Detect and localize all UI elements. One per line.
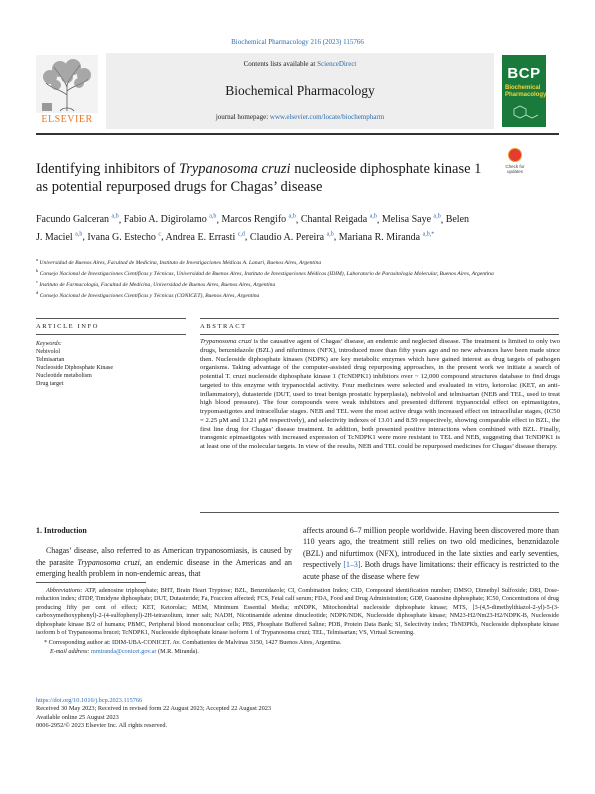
keywords-title: Keywords: [36,341,62,347]
author-affiliation-marker[interactable]: c,d [237,231,245,238]
intro-paragraph-1 [36,545,292,579]
intro-text-a: Chagas’ disease, also referred to as American trypanosomiasis, is caused by the parasite [36,546,292,567]
affiliation-text: Consejo Nacional de Investigaciones Científicas y Técnicas (CONICET), Buenos Aires, Argentina [39,292,260,299]
author-affiliation-marker[interactable]: a,b,* [422,231,435,238]
check-for-updates-button[interactable] [501,148,529,178]
keywords-block [36,340,166,388]
affiliation-text: Universidad de Buenos Aires, Facultad de Medicina, Instituto de Investigaciones Médicas A. Lanari, Buenos Aires, Argentina [39,259,322,266]
author[interactable] [382,214,441,225]
abstract-heading: ABSTRACT [200,323,247,330]
affiliation [36,267,559,278]
article-info-heading: ARTICLE INFO [36,323,100,330]
author-list: Facundo Galceran $^{a,b}$, Fabio A. Digirolamo $^{a,b}$, Marcos Rengifo $^{a,b}$, Chantal Reigada $^{a,b}$, Melisa Saye $^{a,b}$, Belen J. Maciel $^{a,b}$, Ivana G. Estecho $^c$, Andrea E. Errasti $^{c,d}$, Claudio A. Pereira $^{a,b}$, Mariana R. Miranda $^{a,b,*}$ [36,214,470,243]
author-affiliation-marker[interactable]: a,b [209,214,217,220]
author-name: Mariana R. Miranda [338,231,421,243]
homepage-link[interactable]: www.elsevier.com/locate/biochempharm [269,113,385,121]
footnote-rule [36,582,146,583]
article-title [36,160,486,196]
journal-header [36,53,559,130]
author-affiliation-marker[interactable]: a,b [369,214,377,220]
contents-line [106,60,494,68]
email-line [36,648,559,656]
author[interactable] [250,232,334,243]
doi-link[interactable]: https://doi.org/10.1016/j.bcp.2023.115766 [36,697,143,704]
email-suffix: (M.R. Miranda). [156,647,199,655]
abbreviations-footnote [36,587,559,637]
header-info-box [106,53,494,129]
author-name: Claudio A. Pereira [249,231,325,243]
author-name: Belen J. Maciel [36,214,470,243]
corresponding-author: * Corresponding author at: IDIM-UBA-CONICET. Av. Combatientes de Malvinas 3150, 1427 Buenos Aires, Argentina. [44,639,342,647]
keyword: Nucleotide metabolism [36,373,92,379]
affiliation-text: Consejo Nacional de Investigaciones Científicas y Técnicas, Universidad de Buenos Aires, Instituto de Investigaciones Médicas (IDIM), Laboratorio de Parasitología Molecular, Buenos Aires, Argentina [39,270,494,277]
intro-organism: Trypanosoma cruzi [77,557,140,567]
intro-col2-text-b: . Both drugs have limitations: their efficacy is restricted to the acute phase of the disease where few [303,560,559,581]
journal-cover[interactable] [502,55,546,127]
title-part-1: Identifying inhibitors of [36,161,179,177]
abstract-text [200,338,560,452]
abstract-rule-2 [200,334,559,335]
keyword-list [36,348,166,388]
footnotes [36,587,559,656]
abbreviations-text: ATP, adenosine triphosphate; BHT, Brain Heart Tryptose; BZL, Benznidazole; CI, Combination Index; CID, Compound identification number; DMSO, Dimethyl Sulfoxide; DRI, Dose-reduction index; dTDP, Timidyne diphosphate; DUT, Dutasteride; Fa, Fraccion affected; FCS, Fetal calf serum; FDA, Food and Drug Administration; GDP, Guanosine diphosphate; IC50, Concentrations of drug producing fifty per cent of effect; KET, Ketorolac; MEM, Minimum Essential Media; mNDPK, Mitochondrial nucleoside diphosphate kinase; MTS, [3-(4,5-dimethylthiazol-2-yl)-5-(3-carboxymethoxyphenyl)-2-(4-sulfophenyl)-2H-tetrazolium, inner salt; NADH, Nicotinamide adenine dinucleotide; NDPK/NDK, Nucleoside diphosphate kinase; NM23-H2/Nm23-H2/NDPK-B, Nucleoside diphosphate kinase B/2 of humans; PBMC, Peripheral blood mononuclear cells; PBS, Phosphate Buffered Saline; PDB, Protein Data Bank; SI, Selectivity index; TbNDPKb, Nucleoside diphosphate kinase isoform b of Trypanosoma brucei; TcNDPK1, Nucleoside diphosphate kinase isoform 1 of Trypanosoma cruzi; TEL, Telmisartan; VS, Virtual Screening. [36,587,559,637]
keyword: Drug target [36,381,64,387]
header-divider [36,133,559,135]
abbreviations-label: Abbreviations: [46,587,83,594]
article-info-rule [36,318,186,319]
author-name: Chantal Reigada [300,214,368,226]
email-link[interactable]: mmiranda@conicet.gov.ar [91,647,157,655]
author[interactable] [166,232,245,243]
intro-text-b: , an endemic disease in the Americas and an emerging health problem in non-endemic areas, that [36,557,292,579]
abstract-end-rule [200,512,559,513]
journal-citation[interactable]: Biochemical Pharmacology 216 (2023) 115766 [231,38,364,46]
check-updates-icon [508,148,522,162]
available-date: Available online 25 August 2023 [36,713,119,721]
author-name: Facundo Galceran [36,214,110,226]
cover-abbreviation: BCP [507,65,541,82]
author[interactable] [36,214,119,225]
affiliation [36,289,559,300]
affiliation-key: c [36,278,38,284]
title-part-2: nucleoside diphosphate kinase 1 as potential repurposed drugs for Chagas’ disease [36,161,482,195]
abstract-rule [200,318,559,319]
author-name: Marcos Rengifo [221,214,287,226]
author-name: Fabio A. Digirolamo [123,214,207,226]
author-name: Ivana G. Estecho [87,231,156,243]
author-affiliation-marker[interactable]: a,b [326,231,334,238]
author-affiliation-marker[interactable]: a,b [288,214,296,220]
affiliation-text: Instituto de Farmacología, Facultad de Medicina, Universidad de Buenos Aires, Buenos Aires, Argentina [39,281,276,288]
cover-journal-name: Biochemical Pharmacology [505,85,547,98]
author[interactable] [339,232,435,243]
check-updates-label: Check for updates [505,164,525,174]
author-affiliation-marker[interactable]: a,b [75,231,83,238]
author-name: Melisa Saye [381,214,432,226]
affiliation-key: a [36,257,38,262]
homepage-line [106,113,494,121]
intro-heading: 1. Introduction [36,526,87,535]
keyword: Nucleoside Diphosphate Kinase [36,365,113,371]
affiliation-key: b [36,267,39,273]
author-affiliation-marker[interactable]: a,b [111,214,119,220]
affiliation-key: d [36,289,39,295]
article-footer [36,697,559,731]
article-info-rule-2 [36,334,186,335]
affiliation-list [36,256,559,299]
citation-link[interactable]: [1–3] [343,560,361,570]
elsevier-logo [36,55,98,127]
author[interactable] [301,214,377,225]
homepage-prefix: journal homepage: [215,113,270,121]
email-label: E-mail address: [50,647,90,655]
molecule-icon [508,105,540,123]
publisher-name: ELSEVIER [41,114,93,125]
journal-title: Biochemical Pharmacology [225,83,375,98]
sciencedirect-link[interactable]: ScienceDirect [317,60,357,68]
affiliation [36,278,559,289]
keyword: Telmisartan [36,357,65,363]
keyword: Nebivolol [36,349,60,355]
contents-prefix: Contents lists available at [243,60,318,68]
author[interactable] [87,232,161,243]
affiliation [36,256,559,267]
abstract-body: is the causative agent of Chagas’ disease, an endemic and neglected disease. The treatment is limited to only two drugs, benznidazole (BZL) and nifurtimox (NFX), introduced more than fifty years ago and no new advances have been made since then. Nucleoside diphosphate kinases (NDPK) are key metabolic enzymes which have gained interest as drug targets of pathogen organisms. Taking advantage of the computer-assisted drug repurposing approaches, in the present work we initiate a search of potential T. cruzi nucleoside diphosphate kinase 1 (TcNDPK1) inhibitors over ~ 12,000 compound structures database to find drugs targeted to this enzyme with trypanocidal activity. Four medicines were selected and evaluated in vitro, ketorolac (KET, an anti-inflammatory), dutasteride (DUT, used to treat benign prostatic hyperplasia), nebivolol and telmisartan (NEB and TEL, used to treat high blood pressure). The four compounds were weak inhibitors and presented different trypanocidal effect on epimastigotes, trypomastigotes and intracellular stages. NEB and TEL were the most active drugs with increased effect on intracellular stages, (IC50 = 2.25 μM and 13.21 μM respectively), and selectivity indexes of 13.01 and 8.59 respectively, showing comparable effect to BZL, the first line drug for Chagas’ disease treatment. In addition, both presented positive interactions when combined with BZL. Finally, transgenic epimastigotes with increased expression of TcNDPK1 were more resistant to TEL and NEB, suggesting that TcNDPK1 is at least one of the molecular targets. In view of the results, NEB and TEL could be repurposed medicines for Chagas’ disease therapy. [200,338,560,450]
author-affiliation-marker[interactable]: c [158,231,162,238]
abstract-lead: Trypanosoma cruzi [200,338,252,345]
author-name: Andrea E. Errasti [165,231,236,243]
intro-column-2 [303,525,559,582]
intro-col2-text-a: affects around 6–7 million people worldwide. Having been discovered more than 110 years ago, the treatment still relies on two old medicines, benznidazole (BZL) and nifurtimox (NFX), introduced in the late sixties and early seventies, respectively [303,526,560,570]
received-dates: Received 30 May 2023; Received in revised form 22 August 2023; Accepted 22 August 2023 [36,705,272,713]
author-affiliation-marker[interactable]: a,b [433,214,441,220]
title-organism: Trypanosoma cruzi [178,161,291,177]
copyright: 0006-2952/© 2023 Elsevier Inc. All rights reserved. [36,722,168,730]
author[interactable] [221,214,295,225]
author[interactable] [124,214,217,225]
intro-column-1 [36,525,292,580]
